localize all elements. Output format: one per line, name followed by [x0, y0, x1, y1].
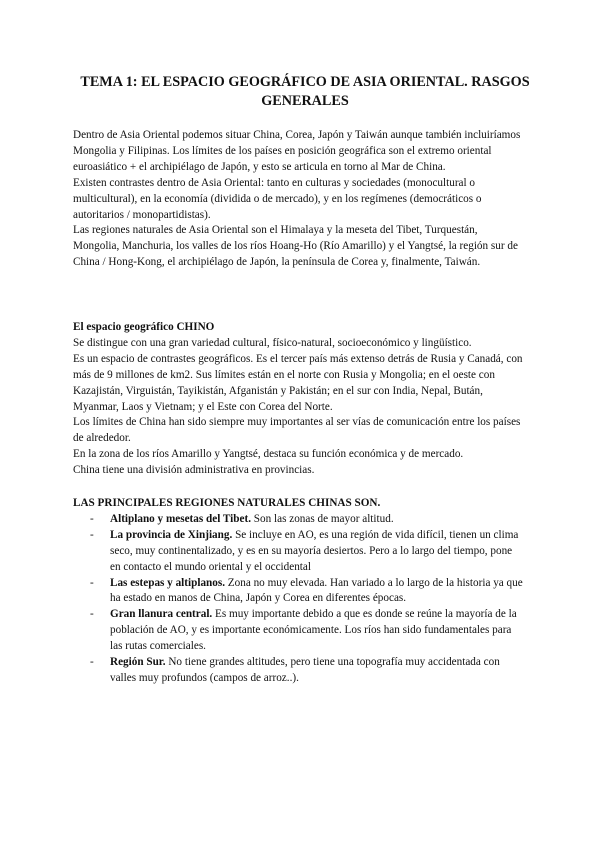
list-bullet: - [90, 656, 94, 669]
region-text: No tiene grandes altitudes, pero tiene una topografía muy accidentada con valles muy profundos (campos de arroz..). [110, 656, 500, 684]
section-heading-china: El espacio geográfico CHINO [73, 321, 215, 333]
list-bullet: - [90, 528, 94, 541]
region-text: Es muy importante debido a que es donde se reúne la mayoría de la población de AO, y es importante económicamente. Los ríos han sido fundamentales para las rutas comerciales. [110, 608, 517, 653]
region-term: Las estepas y altiplanos. [110, 576, 225, 589]
region-term: Gran llanura central. [110, 608, 213, 621]
list-bullet: - [90, 512, 94, 525]
intro-paragraph: Existen contrastes dentro de Asia Oriental: tanto en culturas y sociedades (monocultural o multicultural), en la economía (dividida o de mercado), y en los regímenes (democráticos o autoritarios / monopartidistas). [73, 176, 482, 221]
region-term: Altiplano y mesetas del Tibet. [110, 512, 251, 525]
regions-section [73, 496, 525, 687]
regions-list [73, 512, 525, 687]
list-item [73, 576, 525, 608]
region-term: La provincia de Xinjiang. [110, 528, 233, 541]
china-section [73, 320, 525, 479]
section-heading-regions: LAS PRINCIPALES REGIONES NATURALES CHINAS SON. [73, 497, 381, 509]
china-paragraph: En la zona de los ríos Amarillo y Yangtsé, destaca su función económica y de mercado. [73, 448, 464, 461]
list-item [73, 512, 525, 528]
list-bullet: - [90, 576, 94, 589]
region-term: Región Sur. [110, 656, 166, 669]
china-paragraph: China tiene una división administrativa en provincias. [73, 464, 315, 477]
china-paragraph: Los límites de China han sido siempre muy importantes al ser vías de comunicación entre los países de alrededor. [73, 416, 521, 445]
intro-paragraph: Dentro de Asia Oriental podemos situar China, Corea, Japón y Taiwán aunque también incluiríamos Mongolia y Filipinas. Los límites de los países en posición geográfica son el extremo oriental euroasiático + el archipiélago de Japón, y esto se articula en torno al Mar de China. [73, 129, 521, 173]
document-title: TEMA 1: EL ESPACIO GEOGRÁFICO DE ASIA ORIENTAL. RASGOS GENERALES [80, 74, 530, 109]
intro-paragraph: Las regiones naturales de Asia Oriental son el Himalaya y la meseta del Tibet, Turquestán, Mongolia, Manchuria, los valles de los ríos Hoang-Ho (Río Amarillo) y el Yangtsé, la región sur de China / Hong-Kong, el archipiélago de Japón, la península de Corea y, finalmente, Taiwán. [73, 224, 518, 269]
china-paragraph: Es un espacio de contrastes geográficos. Es el tercer país más extenso detrás de Rusia y Canadá, con más de 9 millones de km2. Sus límites están en el norte con Rusia y Mongolia; en el oeste con Kazajistán, Virguistán, Tayikistán, Afganistán y Pakistán; en el sur con India, Nepal, Bután, Myanmar, Laos y Vietnam; y el Este con Corea del Norte. [73, 352, 523, 413]
china-paragraph: Se distingue con una gran variedad cultural, físico-natural, socioeconómico y lingüístico. [73, 336, 472, 349]
intro-section [73, 128, 525, 271]
region-text: Zona no muy elevada. Han variado a lo largo de la historia ya que ha estado en manos de China, Japón y Corea en diferentes épocas. [110, 576, 523, 605]
region-text: Son las zonas de mayor altitud. [253, 512, 394, 525]
list-item [73, 528, 525, 576]
region-text: Se incluye en AO, es una región de vida difícil, tienen un clima seco, muy continentalizado, y es en su mayoría desiertos. Pero a lo largo del tiempo, pone en contacto el mundo oriental y el occidental [110, 528, 519, 573]
list-item [73, 655, 525, 687]
list-item [73, 607, 525, 655]
list-bullet: - [90, 608, 94, 621]
